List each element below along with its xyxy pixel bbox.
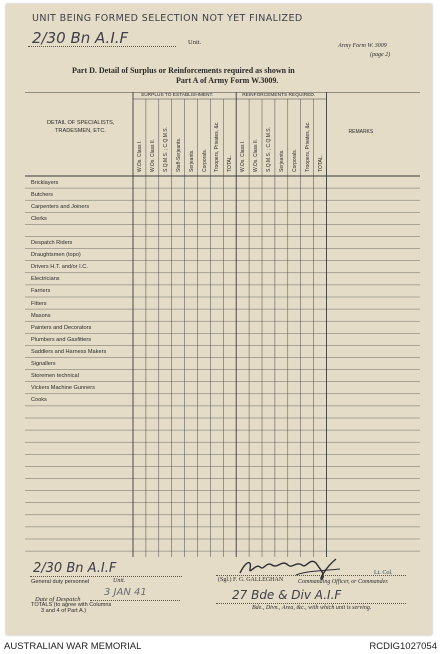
- handwritten-brigade: 27 Bde & Div A.I.F: [232, 588, 342, 602]
- row-label: Electricians: [31, 276, 60, 283]
- column-heading: S.Q.M.S. ; C.Q.M.S.: [162, 126, 169, 172]
- column-heading: Corporals.: [201, 148, 208, 172]
- column-heading: Troopers, Privates, &c.: [214, 121, 221, 172]
- totals-label: TOTALS (to agree with Columns: [31, 601, 112, 608]
- column-heading: Corporals.: [291, 148, 298, 172]
- formation-caption: Bde., Divn., Area, &c., with which unit is serving.: [252, 605, 372, 611]
- row-label: Fitters: [31, 300, 47, 307]
- column-heading: Troopers, Privates, &c.: [304, 121, 311, 172]
- page-reference: (page 2): [370, 52, 391, 58]
- form-title-line2: Part A of Army Form W.3009.: [176, 76, 279, 85]
- tradesmen-heading: TRADESMEN, ETC.: [55, 128, 106, 134]
- column-heading: S.Q.M.S. ; C.Q.M.S.: [266, 126, 272, 172]
- archive-id: RCDIG1027054: [369, 641, 437, 652]
- column-heading: W.Os. Class I.: [137, 140, 143, 172]
- column-heading: W.Os. Class II.: [253, 138, 260, 172]
- rank-label: Lt. Col.: [374, 570, 393, 576]
- handwritten-note: UNIT BEING FORMED SELECTION NOT YET FINALIZED: [32, 13, 303, 24]
- row-label: Masons: [31, 312, 51, 319]
- archive-footer: [0, 638, 441, 654]
- row-label: Plumbers and Gasfitters: [31, 336, 92, 343]
- row-label: Despatch Riders: [31, 240, 73, 246]
- signature-name: (Sgl.) F. G. GALLEGHAN: [218, 577, 284, 583]
- row-label: Vickers Machine Gunners: [31, 385, 95, 392]
- handwritten-unit-bottom: 2/30 Bn A.I.F: [33, 561, 117, 576]
- row-label: Carpenters and Joiners: [31, 203, 90, 210]
- brigade-underline: [216, 603, 406, 604]
- totals-note: 3 and 4 of Part A.): [41, 608, 87, 614]
- handwritten-unit-top: 2/30 Bn A.I.F: [32, 29, 129, 47]
- row-label: Cooks: [31, 397, 47, 404]
- specialists-heading: DETAIL OF SPECIALISTS,: [47, 120, 115, 126]
- unit-label: Unit.: [188, 39, 202, 46]
- column-heading: W.Os. Class I.: [240, 140, 247, 172]
- form-title-line1: Part D. Detail of Surplus or Reinforcements required as shown in: [72, 66, 295, 75]
- unit-bottom-underline: [30, 576, 182, 577]
- form-reference: Army Form W. 3009: [338, 43, 387, 49]
- date-underline: [90, 600, 180, 601]
- surplus-group-heading: SURPLUS TO ESTABLISHMENT.: [141, 93, 214, 98]
- reinforcements-group-heading: REINFORCEMENTS REQUIRED.: [242, 93, 316, 98]
- row-label: Bricklayers: [31, 179, 59, 186]
- handwritten-date: 3 JAN 41: [104, 587, 147, 598]
- row-label: Draughtsmen (topo): [31, 252, 81, 259]
- row-label: Storemen technical: [31, 373, 79, 380]
- row-label: Painters and Decorators: [31, 324, 92, 331]
- row-label: Drivers H.T. and/or I.C.: [31, 264, 88, 271]
- row-label: General duty personnel: [31, 578, 90, 585]
- column-heading: Serjeants.: [188, 149, 195, 172]
- unit-caption: Unit.: [113, 578, 126, 584]
- column-heading: TOTAL.: [227, 154, 234, 172]
- column-heading: Staff-Serjeants.: [175, 137, 182, 172]
- row-label: Clerks: [31, 215, 47, 222]
- archive-name: AUSTRALIAN WAR MEMORIAL: [4, 641, 142, 652]
- row-label: Farriers: [31, 288, 51, 295]
- column-heading: Serjeants.: [278, 149, 285, 172]
- row-label: Butchers: [31, 191, 54, 198]
- remarks-heading: REMARKS: [348, 129, 374, 135]
- column-heading: TOTAL.: [317, 154, 324, 172]
- column-heading: W.Os. Class II.: [149, 138, 156, 172]
- signature-underline: [216, 575, 406, 576]
- unit-underline: [28, 46, 176, 47]
- commander-caption: Commanding Officer, or Commander.: [298, 579, 389, 585]
- row-label: Signallers: [31, 361, 56, 367]
- date-caption: Date of Despatch: [35, 596, 81, 603]
- row-label: Saddlers and Harness Makers: [31, 348, 107, 355]
